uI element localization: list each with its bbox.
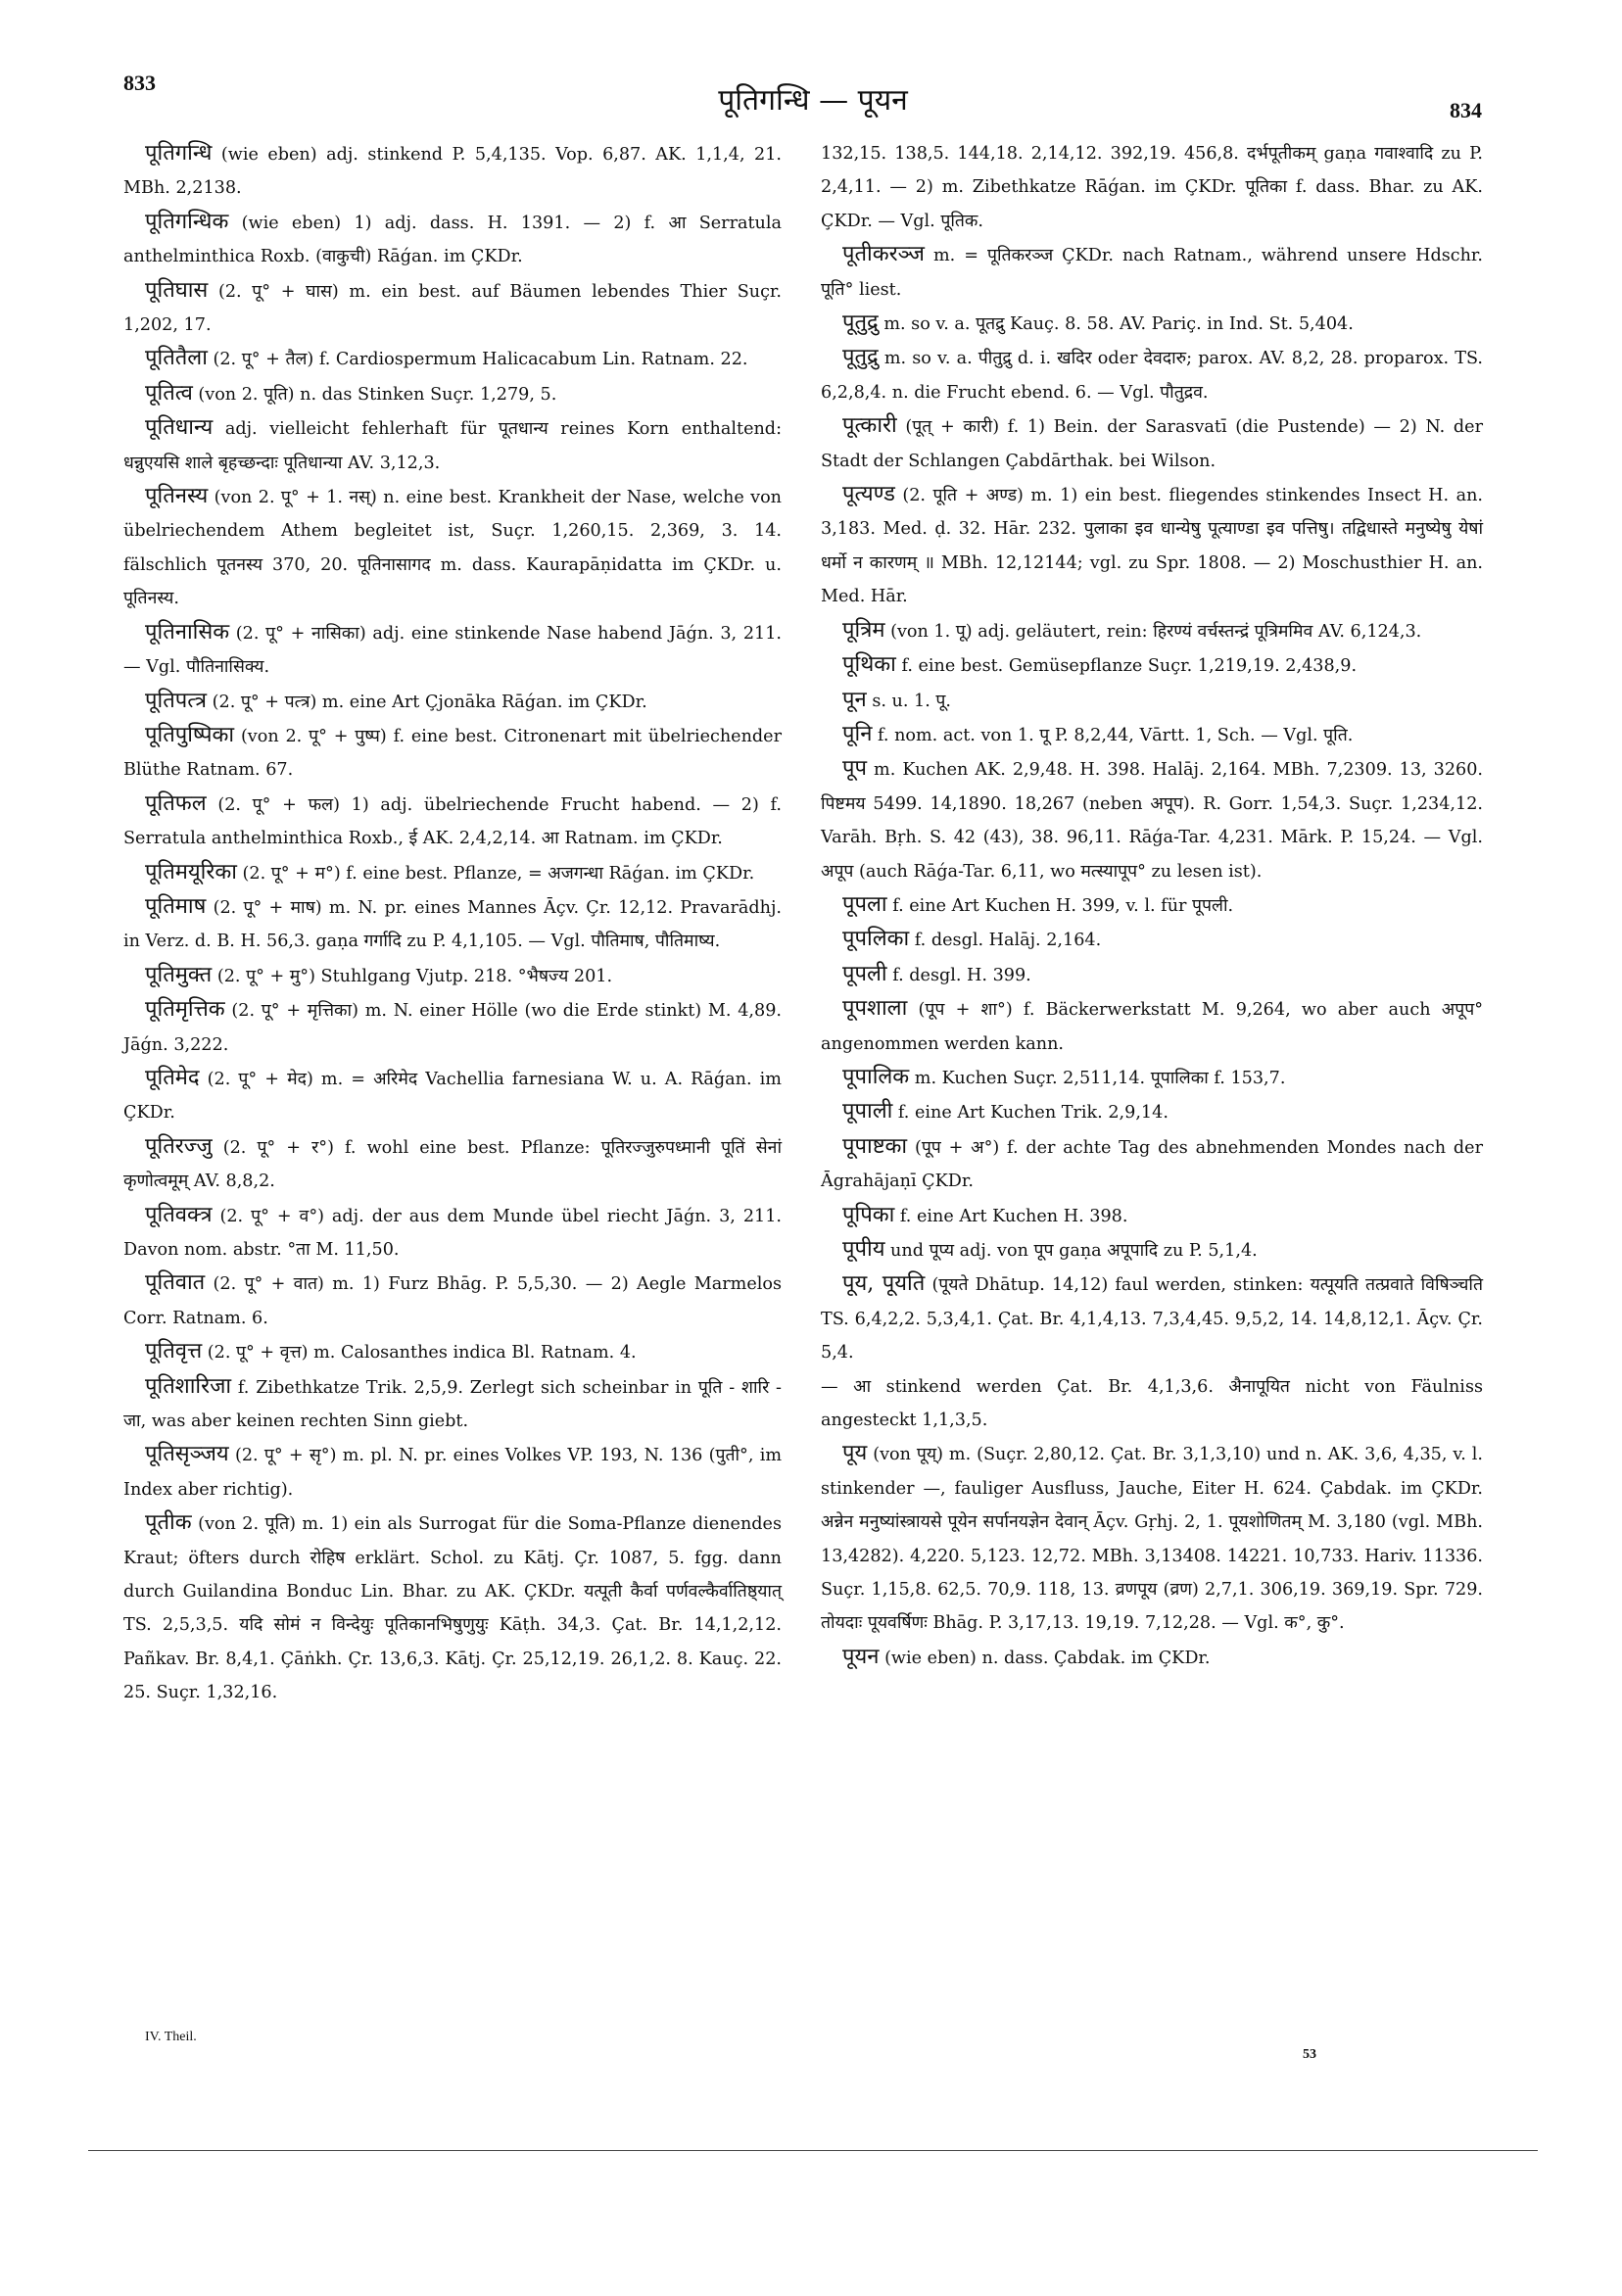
dictionary-entry xyxy=(821,958,1483,992)
headword: पूतिगन्धिक xyxy=(145,209,229,234)
headword: पून xyxy=(842,687,867,712)
entry-text: (2. पू° + माष) m. N. pr. eines Mannes Āçv. Çr. 12,12. Pravarādhj. in Verz. d. B. H. 56,3. gaṇa गर्गादि zu P. 4,1,105. — Vgl. पौतिमाष, पौतिमाष्य. xyxy=(123,897,783,952)
headword: पूयन xyxy=(842,1644,880,1669)
entry-text: m. Kuchen Suçr. 2,511,14. पूपालिका f. 153,7. xyxy=(914,1068,1286,1088)
headword: पूय, पूयति xyxy=(842,1271,926,1297)
entry-text: — आ stinkend werden Çat. Br. 4,1,3,6. अैनापूयित nicht von Fäulniss angesteckt 1,1,3,5. xyxy=(821,1376,1483,1431)
dictionary-entry xyxy=(821,238,1483,307)
dictionary-entry xyxy=(821,341,1483,409)
entry-text: (2. पूति + अण्ड) m. 1) ein best. fliegendes stinkendes Insect H. an. 3,183. Med. ḍ. 32. Hār. 232. पुलाका इव धान्येषु पूत्याण्डा इव पत्तिषु। तद्विधास्ते मनुष्येषु येषां धर्मो न कारणम् ॥ MBh. 12,12144; vgl. zu Spr. 1808. — 2) Moschusthier H. an. Med. Hār. xyxy=(821,486,1483,607)
entry-text: (पूत् + कारी) f. 1) Bein. der Sarasvatī (die Pustende) — 2) N. der Stadt der Schlangen Çabdārthak. bei Wilson. xyxy=(821,417,1484,471)
headword: पूतिपुष्पिका xyxy=(145,722,235,747)
entry-continuation xyxy=(821,137,1483,238)
dictionary-entry xyxy=(123,788,782,856)
headword: पूत्यण्ड xyxy=(842,482,895,507)
entry-text: und पूप्य adj. von पूप gaṇa अपूपादि zu P. 5,1,4. xyxy=(890,1241,1258,1261)
headword: पूतिरज्जु xyxy=(145,1133,213,1159)
entry-text: (2. पू° + वात) m. 1) Furz Bhāg. P. 5,5,30. — 2) Aegle Marmelos Corr. Ratnam. 6. xyxy=(123,1274,782,1328)
entry-text: f. eine Art Kuchen Trik. 2,9,14. xyxy=(897,1103,1169,1124)
entry-text: (2. पू° + तैल) f. Cardiospermum Halicacabum Lin. Ratnam. 22. xyxy=(213,350,748,370)
entry-text: (von पूय्) m. (Suçr. 2,80,12. Çat. Br. 3,1,3,10) und n. AK. 3,6, 4,35, v. l. stinkender —, fauliger Ausfluss, Jauche, Eiter H. 624. Çabdak. im ÇKDr. अन्नेन मनुष्यांस्त्रायसे पूयेन सर्पानयज्ञेन देवान् Āçv. Gṛhj. 2, 1. पूयशोणितम् M. 3,180 (vgl. MBh. 13,4282). 4,220. 5,123. 12,72. MBh. 3,13408. 14221. 10,733. Hariv. 11336. Suçr. 1,15,8. 62,5. 70,9. 118, 13. व्रणपूय (व्रण) 2,7,1. 306,19. 369,19. Spr. 729. तोयदाः पूयवर्षिणः Bhāg. P. 3,17,13. 19,19. 7,12,28. — Vgl. क°, कु°. xyxy=(821,1445,1483,1634)
dictionary-entry xyxy=(821,684,1483,718)
headword: पूय xyxy=(842,1441,868,1466)
dictionary-entry xyxy=(123,411,782,480)
headword: पूतिनासिक xyxy=(145,619,230,645)
headword: पूतिफल xyxy=(145,790,207,816)
headword: पूतिवात xyxy=(145,1270,206,1296)
headword: पूपाली xyxy=(842,1099,893,1124)
entry-text: f. Zibethkatze Trik. 2,5,9. Zerlegt sich scheinbar in पूति - शारि - जा, was aber keinen rechten Sinn giebt. xyxy=(123,1377,782,1432)
dictionary-entry xyxy=(123,1130,782,1199)
right-column xyxy=(821,137,1483,1675)
entry-text: (von 2. पूति) m. 1) ein als Surrogat für die Soma-Pflanze dienendes Kraut; öfters durch रोहिष erklärt. Schol. zu Kātj. Çr. 1087, 5. fgg. dann durch Guilandina Bonduc Lin. Bhar. zu AK. ÇKDr. यत्पूती कैर्वा पर्णवल्कैर्वातिष्ठ्यात् TS. 2,5,3,5. यदि सोमं न विन्देयुः पूतिकानभिषुणुयुः Kāṭh. 34,3. Çat. Br. 14,1,2,12. Pañkav. Br. 8,4,1. Çāṅkh. Çr. 13,6,3. Kātj. Çr. 25,12,19. 26,1,2. 8. Kauç. 22. 25. Suçr. 1,32,16. xyxy=(123,1514,783,1703)
dictionary-entry xyxy=(123,959,782,993)
dictionary-entry xyxy=(821,1130,1483,1199)
headword: पूतिमयूरिका xyxy=(145,859,237,885)
sheet-number: 53 xyxy=(1303,2047,1316,2062)
headword: पूतुद्रु xyxy=(842,311,879,336)
dictionary-entry xyxy=(123,1507,782,1709)
headword: पूतिसृञ्जय xyxy=(145,1442,229,1467)
dictionary-entry xyxy=(123,616,782,685)
headword: पूतित्व xyxy=(145,380,193,406)
entry-text: f. eine Art Kuchen H. 398. xyxy=(899,1206,1128,1226)
dictionary-entry xyxy=(123,856,782,890)
dictionary-entry xyxy=(821,923,1483,957)
dictionary-entry xyxy=(821,1268,1483,1369)
left-column xyxy=(123,137,782,1710)
entry-text: (पूप + अ°) f. der achte Tag des abnehmenden Mondes nach der Āgrahājaṇī ÇKDr. xyxy=(821,1137,1484,1192)
headword: पूतिधान्य xyxy=(145,415,214,441)
dictionary-entry xyxy=(821,409,1483,478)
dictionary-entry xyxy=(821,614,1483,648)
entry-text: f. eine best. Gemüsepflanze Suçr. 1,219,19. 2,438,9. xyxy=(901,656,1358,677)
dictionary-entry xyxy=(123,1062,782,1130)
headword: पूतिवक्त्र xyxy=(145,1202,213,1227)
dictionary-entry xyxy=(123,890,782,959)
headword: पूतीक xyxy=(145,1510,192,1536)
dictionary-entry xyxy=(821,648,1483,683)
headword: पूत्रिम xyxy=(842,617,885,643)
headword: पूपिका xyxy=(842,1202,895,1227)
dictionary-entry xyxy=(123,1267,782,1335)
entry-text: (von 2. पूति) n. das Stinken Suçr. 1,279, 5. xyxy=(198,384,557,405)
entry-text: (von 2. पू° + पुष्प) f. eine best. Citronenart mit übelriechender Blüthe Ratnam. 67. xyxy=(123,726,782,781)
page-number-right: 834 xyxy=(1450,98,1482,122)
entry-continuation xyxy=(821,1370,1483,1438)
dictionary-entry xyxy=(123,1438,782,1507)
entry-text: 132,15. 138,5. 144,18. 2,14,12. 392,19. 456,8. दर्भपूतीकम् gaṇa गवाश्वादि zu P. 2,4,11. — 2) m. Zibethkatze Rāǵan. im ÇKDr. पूतिका f. dass. Bhar. zu AK. ÇKDr. — Vgl. पूतिक. xyxy=(821,144,1483,231)
entry-text: adj. vielleicht fehlerhaft für पूतधान्य reines Korn enthaltend: धन्नुएयसि शाले बृहच्छन्दाः पूतिधान्या AV. 3,12,3. xyxy=(123,419,782,473)
headword: पूतिमृत्तिक xyxy=(145,997,225,1023)
entry-text: (2. पू° + फल) 1) adj. übelriechende Frucht habend. — 2) f. Serratula anthelminthica Roxb., ई AK. 2,4,2,14. आ Ratnam. im ÇKDr. xyxy=(123,794,782,849)
dictionary-entry xyxy=(821,478,1483,614)
headword: पूनि xyxy=(842,721,873,746)
page-number-left: 833 xyxy=(123,71,156,95)
headword: पूतिमेद xyxy=(145,1065,200,1090)
entry-text: (2. पू° + व°) adj. der aus dem Munde übel riecht Jāǵn. 3, 211. Davon nom. abstr. °ता M. 11,50. xyxy=(123,1206,783,1260)
headword: पूपलिका xyxy=(842,927,910,952)
headword: पूतीकरञ्ज xyxy=(842,242,925,267)
entry-text: m. so v. a. पूतद्रु Kauç. 8. 58. AV. Pariç. in Ind. St. 5,404. xyxy=(883,314,1354,335)
dictionary-entry xyxy=(123,1199,782,1268)
entry-text: (wie eben) adj. stinkend P. 5,4,135. Vop. 6,87. AK. 1,1,4, 21. MBh. 2,2138. xyxy=(123,145,783,199)
entry-text: f. desgl. Halāj. 2,164. xyxy=(914,931,1102,951)
entry-text: m. Kuchen AK. 2,9,48. H. 398. Halāj. 2,164. MBh. 7,2309. 13, 3260. पिष्टमय 5499. 14,1890. 18,267 (neben अपूप). R. Gorr. 1,54,3. Suçr. 1,234,12. Varāh. Bṛh. S. 42 (43), 38. 96,11. Rāǵa-Tar. 4,231. Mārk. P. 15,24. — Vgl. अपूप (auch Rāǵa-Tar. 6,11, wo मत्स्यापूप° zu lesen ist). xyxy=(821,760,1483,882)
headword: पूत्कारी xyxy=(842,413,897,439)
headword: पूपालिक xyxy=(842,1064,910,1089)
headword: पूतिवृत्त xyxy=(145,1339,203,1364)
dictionary-entry xyxy=(821,1437,1483,1640)
dictionary-entry xyxy=(821,1061,1483,1095)
dictionary-entry xyxy=(821,718,1483,752)
entry-text: (wie eben) n. dass. Çabdak. im ÇKDr. xyxy=(884,1648,1211,1668)
entry-text: (2. पू° + मृत्तिका) m. N. einer Hölle (wo die Erde stinkt) M. 4,89. Jāǵn. 3,222. xyxy=(123,1001,782,1055)
entry-text: m. = पूतिकरञ्ज ÇKDr. nach Ratnam., während unsere Hdschr. पूति° liest. xyxy=(821,246,1483,300)
headword: पूतुद्रु xyxy=(842,345,879,370)
entry-text: (2. पू° + वृत्त) m. Calosanthes indica Bl. Ratnam. 4. xyxy=(207,1343,637,1363)
headword: पूतिमाष xyxy=(145,893,207,919)
entry-text: (2. पू° + म°) f. eine best. Pflanze, = अजगन्धा Rāǵan. im ÇKDr. xyxy=(242,863,755,884)
headword: पूपली xyxy=(842,961,887,986)
headword: पूतिनस्य xyxy=(145,484,209,509)
entry-text: (2. पू° + नासिका) adj. eine stinkende Nase habend Jāǵn. 3, 211. — Vgl. पौतिनासिक्य. xyxy=(123,623,782,678)
dictionary-entry xyxy=(821,1095,1483,1129)
headword: पूतिगन्धि xyxy=(145,141,213,166)
dictionary-entry xyxy=(821,1233,1483,1268)
entry-text: (wie eben) 1) adj. dass. H. 1391. — 2) f. आ Serratula anthelminthica Roxb. (वाकुची) Rāǵan. im ÇKDr. xyxy=(123,213,782,267)
headword: पूतिपत्त्र xyxy=(145,688,208,713)
dictionary-entry xyxy=(821,1199,1483,1233)
entry-text: f. desgl. H. 399. xyxy=(892,965,1031,985)
dictionary-entry xyxy=(123,1370,782,1439)
sheet-signature: IV. Theil. xyxy=(145,2030,197,2044)
dictionary-entry xyxy=(123,137,782,206)
headword: पूतिघास xyxy=(145,277,209,303)
headword: पूथिका xyxy=(842,652,896,678)
running-head: पूतिगन्धि — पूयन xyxy=(718,83,908,118)
entry-text: (2. पू° + घास) m. ein best. auf Bäumen lebendes Thier Suçr. 1,202, 17. xyxy=(123,281,782,336)
entry-text: (von 1. पू) adj. geläutert, rein: हिरण्यं वर्चस्तन्द्रं पूत्रिममिव AV. 6,124,3. xyxy=(890,621,1422,642)
dictionary-entry xyxy=(123,342,782,376)
entry-text: (2. पू° + सृ°) m. pl. N. pr. eines Volkes VP. 193, N. 136 (पुती°, im Index aber richtig). xyxy=(123,1446,783,1500)
dictionary-entry xyxy=(123,480,782,616)
dictionary-entry xyxy=(821,888,1483,923)
headword: पूपशाला xyxy=(842,996,908,1022)
dictionary-entry xyxy=(123,993,782,1062)
dictionary-entry xyxy=(123,206,782,274)
dictionary-entry xyxy=(123,1335,782,1369)
entry-text: m. so v. a. पीतुद्रु d. i. खदिर oder देवदारु; parox. AV. 8,2, 28. proparox. TS. 6,2,8,4. n. die Frucht ebend. 6. — Vgl. पौतुद्रव. xyxy=(821,349,1484,403)
dictionary-entry xyxy=(821,1641,1483,1675)
headword: पूतिशारिजा xyxy=(145,1373,232,1399)
entry-text: s. u. 1. पू. xyxy=(872,691,952,711)
dictionary-entry xyxy=(821,307,1483,341)
headword: पूतितैला xyxy=(145,346,208,371)
dictionary-entry xyxy=(123,377,782,411)
entry-text: (2. पू° + पत्त्र) m. eine Art Çjonāka Rāǵan. im ÇKDr. xyxy=(212,692,647,712)
entry-text: (2. पू° + मेद) m. = अरिमेद Vachellia farnesiana W. u. A. Rāǵan. im ÇKDr. xyxy=(123,1069,782,1124)
entry-text: (पूप + शा°) f. Bäckerwerkstatt M. 9,264, wo aber auch अपूप° angenommen werden kann. xyxy=(821,1000,1484,1054)
headword: पूपीय xyxy=(842,1237,885,1262)
dictionary-entry xyxy=(123,274,782,343)
headword: पूपाष्टका xyxy=(842,1133,908,1159)
entry-text: (पूयते Dhātup. 14,12) faul werden, stinken: यत्पूयति तत्प्रवाते विषिञ्चति TS. 6,4,2,2. 5,3,4,1. Çat. Br. 4,1,4,13. 7,3,4,45. 9,5,2, 14. 14,8,12,1. Āçv. Çr. 5,4. xyxy=(821,1275,1483,1363)
entry-text: (von 2. पू° + 1. नस्) n. eine best. Krankheit der Nase, welche von übelriechendem Athem begleitet ist, Suçr. 1,260,15. 2,369, 3. 14. fälschlich पूतनस्य 370, 20. पूतिनासागद m. dass. Kaurapāṇidatta im ÇKDr. u. पूतिनस्य. xyxy=(123,488,783,609)
dictionary-entry xyxy=(821,992,1483,1061)
dictionary-entry xyxy=(123,685,782,719)
headword: पूतिमुक्त xyxy=(145,962,213,987)
entry-text: f. nom. act. von 1. पू P. 8,2,44, Vārtt. 1, Sch. — Vgl. पूति. xyxy=(878,725,1354,745)
entry-text: (2. पू° + मु°) Stuhlgang Vjutp. 218. °भैषज्य 201. xyxy=(216,966,613,986)
bottom-rule xyxy=(88,2150,1538,2151)
entry-text: (2. पू° + र°) f. wohl eine best. Pflanze: पूतिरज्जुरुपध्मानी पूतिं सेनां कृणोत्वमूम् AV. 8,8,2. xyxy=(123,1137,782,1192)
dictionary-entry xyxy=(123,719,782,788)
dictionary-entry xyxy=(821,752,1483,888)
headword: पूप xyxy=(842,756,867,782)
headword: पूपला xyxy=(842,891,887,917)
entry-text: f. eine Art Kuchen H. 399, v. l. für पूपली. xyxy=(892,895,1234,916)
